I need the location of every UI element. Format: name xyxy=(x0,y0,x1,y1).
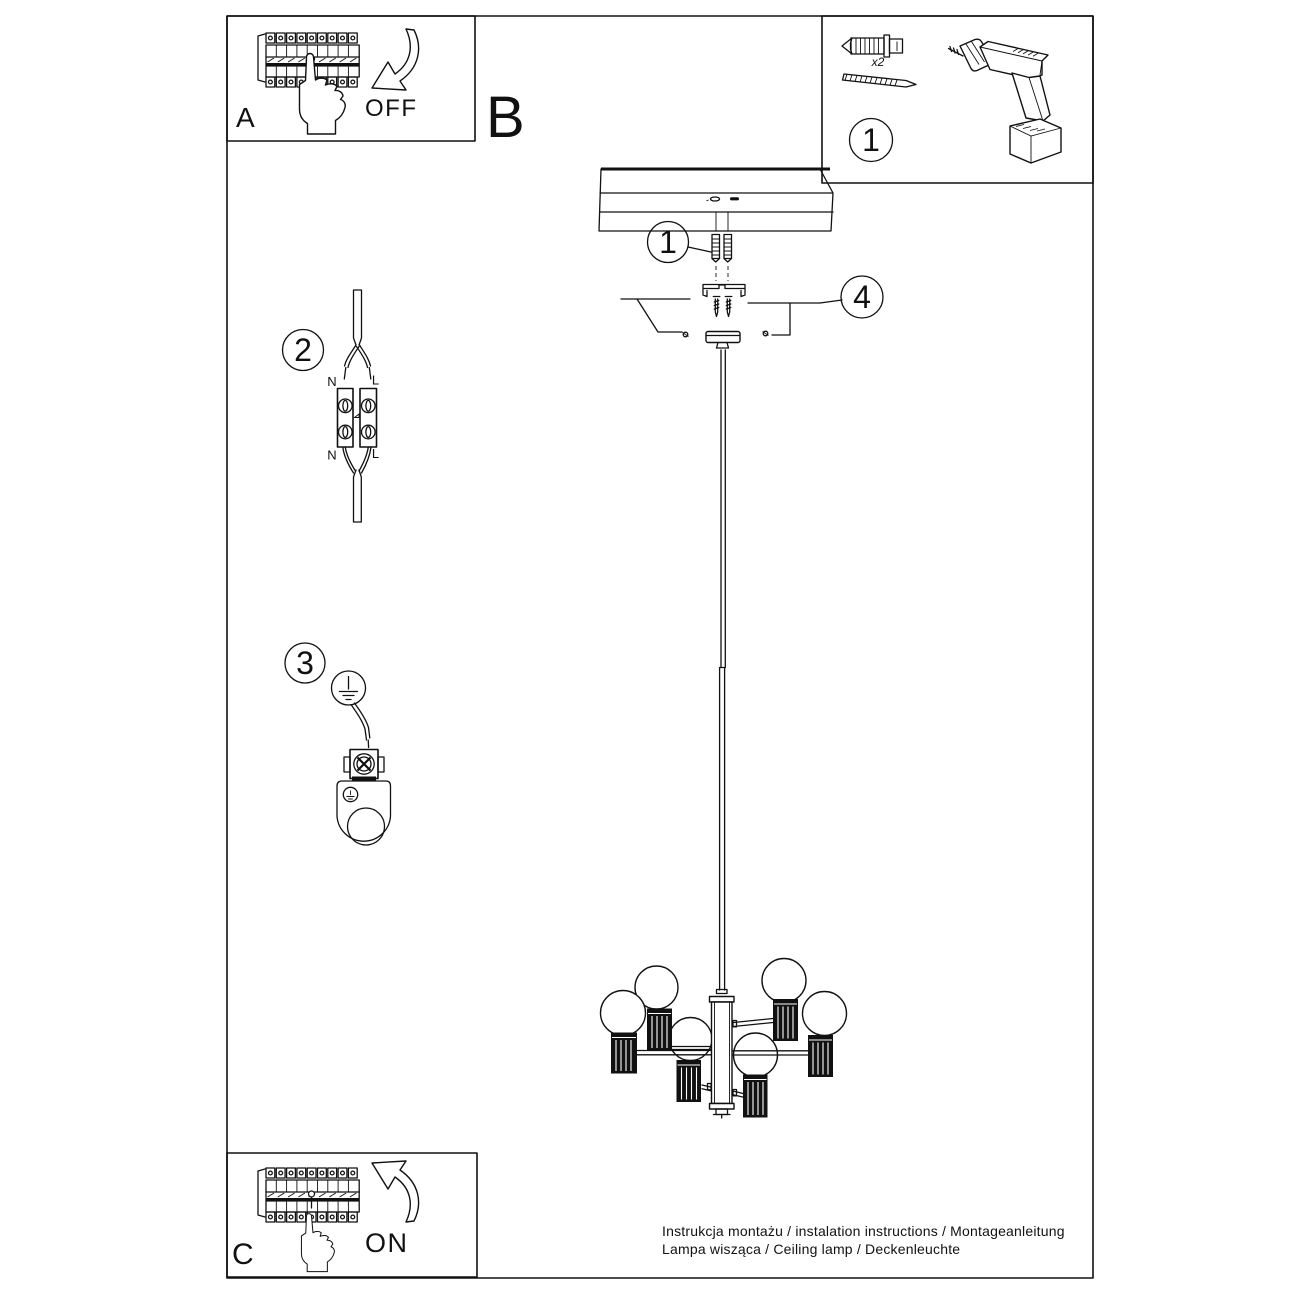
off-label: OFF xyxy=(365,95,418,122)
wire-label-l-bottom: L xyxy=(371,446,380,461)
bulb-holder xyxy=(743,1075,768,1118)
ground-terminal xyxy=(344,750,384,781)
earth-symbol-icon xyxy=(332,671,366,705)
ground-bracket xyxy=(337,781,391,845)
footer-line-2: Lampa wisząca / Ceiling lamp / Deckenleuchte xyxy=(662,1241,961,1257)
step-1-badge xyxy=(850,119,893,162)
drill-icon xyxy=(949,39,1062,163)
arrow-up-icon xyxy=(372,1161,419,1222)
panel-c xyxy=(227,1153,477,1277)
arrow-down-icon xyxy=(372,29,419,90)
footer-line-1: Instrukcja montażu / instalation instructions / Montageanleitung xyxy=(662,1223,1065,1239)
step-number: 2 xyxy=(294,332,312,368)
bracket-screws xyxy=(713,297,732,317)
step-number: 3 xyxy=(296,645,314,681)
canopy xyxy=(683,331,769,348)
bulb-holder xyxy=(647,1009,672,1051)
wall-plug-icon xyxy=(842,35,903,57)
step-1-marker xyxy=(648,222,712,263)
step-number: 1 xyxy=(862,122,880,158)
bulb xyxy=(762,959,806,1003)
on-label: ON xyxy=(365,1228,409,1258)
step-4-marker xyxy=(621,276,883,335)
mounting-bracket xyxy=(703,285,745,317)
section-label-b: B xyxy=(486,85,525,150)
terminal-wiring-diagram xyxy=(283,290,380,522)
wall-anchors xyxy=(712,235,732,282)
screw-icon xyxy=(843,74,917,87)
wire-label-n-bottom: N xyxy=(327,447,337,463)
terminal-screws xyxy=(339,399,376,439)
bulb xyxy=(669,1018,712,1061)
bulb-holder xyxy=(773,999,798,1041)
bulb-holder xyxy=(611,1033,637,1074)
bulb xyxy=(601,991,646,1036)
drill-holes xyxy=(707,197,740,231)
step-2-marker xyxy=(283,330,324,371)
quantity-label: x2 xyxy=(871,55,885,69)
bulb xyxy=(803,992,847,1036)
wire-label-l-top: L xyxy=(371,372,380,388)
wire-label-n-top: N xyxy=(327,374,337,389)
bulb-holder xyxy=(808,1035,833,1077)
step-number: 1 xyxy=(659,224,677,260)
pendant-rod xyxy=(720,350,726,990)
label-a: A xyxy=(236,102,255,133)
ground-diagram xyxy=(285,643,391,845)
chandelier xyxy=(601,959,847,1119)
bulb-holder xyxy=(677,1060,702,1102)
label-c: C xyxy=(232,1238,254,1271)
step-number: 4 xyxy=(853,279,871,315)
panel-tools xyxy=(822,16,1093,183)
panel-a xyxy=(227,16,475,141)
ceiling-diagram xyxy=(599,169,883,990)
lamp-body xyxy=(708,990,737,1119)
page-border xyxy=(227,16,1093,1278)
step-3-marker xyxy=(285,643,325,683)
